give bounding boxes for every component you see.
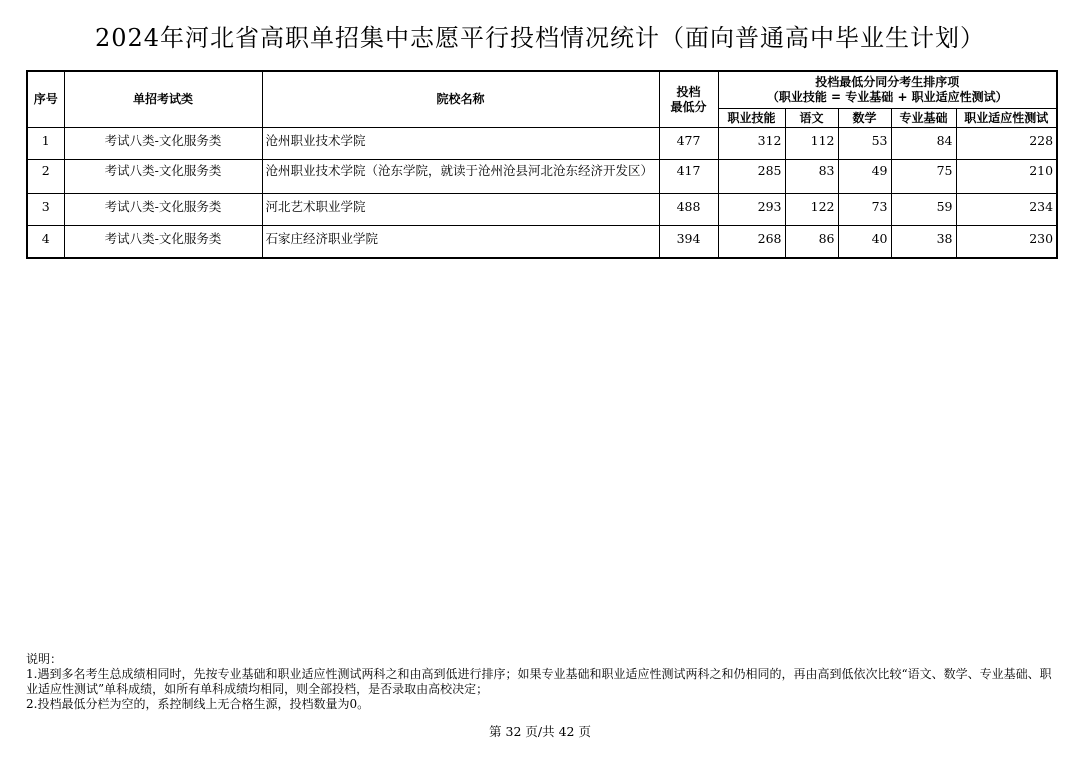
cell-math: 73 <box>838 194 891 226</box>
table-row <box>27 194 1057 226</box>
cell-category: 考试八类-文化服务类 <box>64 226 262 259</box>
cell-seq: 2 <box>27 160 64 194</box>
header-tiebreak-group: 投档最低分同分考生排序项 （职业技能 = 专业基础 + 职业适应性测试） <box>718 71 1057 109</box>
cell-seq: 3 <box>27 194 64 226</box>
notes-heading: 说明： <box>26 652 63 666</box>
cell-chinese: 122 <box>785 194 838 226</box>
header-math: 数学 <box>838 109 891 128</box>
header-school: 院校名称 <box>262 71 659 128</box>
cell-skill: 285 <box>718 160 785 194</box>
cell-basic: 75 <box>891 160 956 194</box>
cell-school: 石家庄经济职业学院 <box>262 226 659 259</box>
cell-skill: 293 <box>718 194 785 226</box>
cell-skill: 268 <box>718 226 785 259</box>
cell-chinese: 86 <box>785 226 838 259</box>
notes-section <box>26 652 1056 712</box>
cell-min-score: 417 <box>659 160 718 194</box>
cell-min-score: 488 <box>659 194 718 226</box>
header-category: 单招考试类 <box>64 71 262 128</box>
note-item: 2.投档最低分栏为空的，系控制线上无合格生源，投档数量为0。 <box>26 697 370 711</box>
cell-math: 40 <box>838 226 891 259</box>
cell-school: 沧州职业技术学院 <box>262 128 659 160</box>
table-row <box>27 226 1057 259</box>
cell-seq: 1 <box>27 128 64 160</box>
cell-basic: 84 <box>891 128 956 160</box>
cell-basic: 38 <box>891 226 956 259</box>
page-title: 2024年河北省高职单招集中志愿平行投档情况统计（面向普通高中毕业生计划） <box>94 24 986 52</box>
header-min-score: 投档 最低分 <box>659 71 718 128</box>
header-skill: 职业技能 <box>718 109 785 128</box>
cell-category: 考试八类-文化服务类 <box>64 128 262 160</box>
cell-min-score: 394 <box>659 226 718 259</box>
cell-chinese: 112 <box>785 128 838 160</box>
cell-basic: 59 <box>891 194 956 226</box>
cell-math: 49 <box>838 160 891 194</box>
cell-skill: 312 <box>718 128 785 160</box>
cell-min-score: 477 <box>659 128 718 160</box>
cell-category: 考试八类-文化服务类 <box>64 160 262 194</box>
cell-school: 沧州职业技术学院（沧东学院，就读于沧州沧县河北沧东经济开发区） <box>262 160 659 194</box>
header-aptitude: 职业适应性测试 <box>956 109 1057 128</box>
cell-aptitude: 228 <box>956 128 1057 160</box>
cell-aptitude: 210 <box>956 160 1057 194</box>
cell-aptitude: 230 <box>956 226 1057 259</box>
cell-math: 53 <box>838 128 891 160</box>
cell-school: 河北艺术职业学院 <box>262 194 659 226</box>
page-number: 第 32 页/共 42 页 <box>489 724 591 739</box>
cell-seq: 4 <box>27 226 64 259</box>
header-seq: 序号 <box>27 71 64 128</box>
admission-table <box>26 70 1058 259</box>
header-chinese: 语文 <box>785 109 838 128</box>
cell-chinese: 83 <box>785 160 838 194</box>
table-row <box>27 128 1057 160</box>
table-row <box>27 160 1057 194</box>
cell-aptitude: 234 <box>956 194 1057 226</box>
cell-category: 考试八类-文化服务类 <box>64 194 262 226</box>
note-item: 1.遇到多名考生总成绩相同时，先按专业基础和职业适应性测试两科之和由高到低进行排序；如果专业基础和职业适应性测试两科之和仍相同的，再由高到低依次比较“语文、数学、专业基础、职业适应性测试”单科成绩，如所有单科成绩均相同，则全部投档，是否录取由高校决定； <box>26 667 1052 696</box>
header-basic: 专业基础 <box>891 109 956 128</box>
